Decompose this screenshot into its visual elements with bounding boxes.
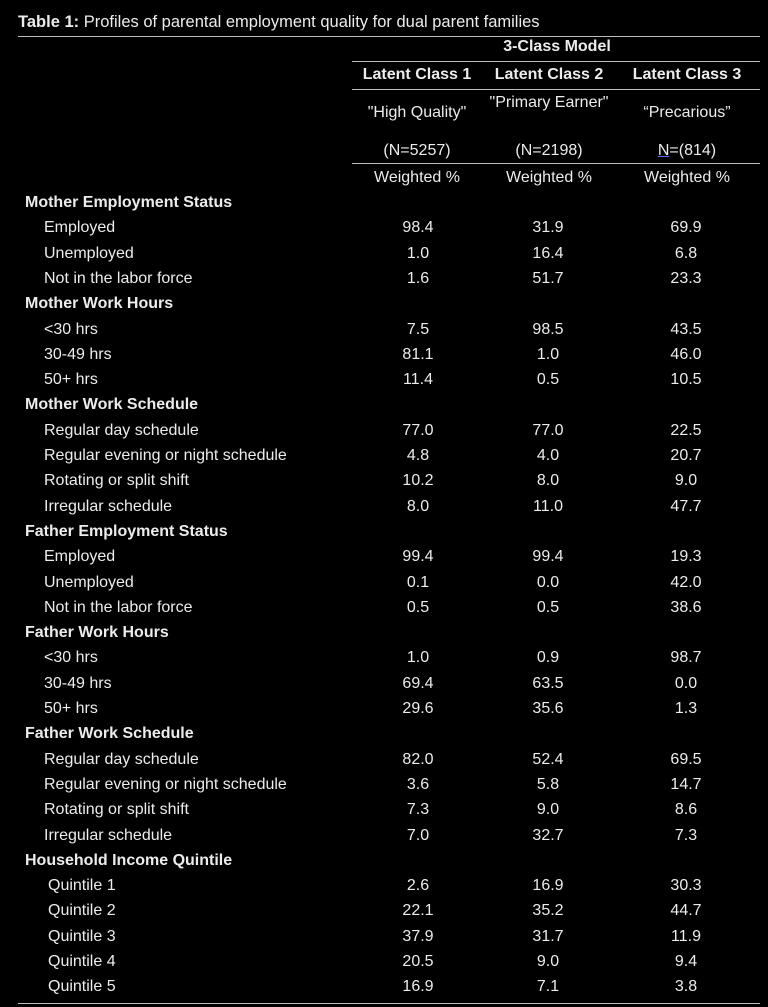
row-value-class-3: 14.7 xyxy=(670,775,702,793)
row-label: Quintile 1 xyxy=(48,877,116,895)
row-label: Not in the labor force xyxy=(44,269,193,287)
row-label: Quintile 3 xyxy=(48,927,116,945)
row-value-class-2: 16.9 xyxy=(532,877,564,895)
row-value-class-1: 11.4 xyxy=(403,371,433,389)
row-value-class-3: 69.9 xyxy=(670,219,702,237)
row-value-class-2: 5.8 xyxy=(536,775,560,793)
row-label: Employed xyxy=(44,219,116,237)
row-value-class-1: 29.6 xyxy=(402,700,434,717)
row-value-class-2: 8.0 xyxy=(536,472,560,490)
row-value-class-2: 0.5 xyxy=(536,598,560,616)
row-value-class-3: 10.5 xyxy=(670,371,702,389)
row-label: Rotating or split shift xyxy=(44,472,189,490)
row-value-class-1: 3.6 xyxy=(406,775,430,793)
row-value-class-2: 35.2 xyxy=(532,902,564,920)
row-value-class-3: 38.6 xyxy=(670,598,702,616)
row-value-class-2: 31.7 xyxy=(532,927,564,945)
class-1-weighted: Weighted % xyxy=(374,169,460,186)
row-value-class-3: 8.6 xyxy=(674,801,698,819)
row-value-class-3: 9.4 xyxy=(674,953,698,970)
row-value-class-2: 32.7 xyxy=(532,826,564,844)
row-value-class-2: 99.4 xyxy=(532,548,564,566)
row-value-class-3: 11.9 xyxy=(671,927,701,945)
row-value-class-3: 69.5 xyxy=(670,750,702,768)
row-value-class-1: 7.0 xyxy=(406,826,430,844)
row-label: <30 hrs xyxy=(44,649,98,667)
row-label: 50+ hrs xyxy=(44,700,98,717)
row-value-class-3: 30.3 xyxy=(670,877,702,895)
row-value-class-3: 23.3 xyxy=(670,269,702,287)
row-value-class-2: 0.9 xyxy=(536,649,560,667)
row-label: 50+ hrs xyxy=(44,371,98,389)
class-3-n xyxy=(622,142,752,160)
row-label: Regular evening or night schedule xyxy=(44,775,287,793)
row-value-class-2: 51.7 xyxy=(532,269,564,287)
row-value-class-3: 44.7 xyxy=(670,902,702,920)
row-value-class-3: 19.3 xyxy=(670,548,702,566)
class-2-name: "Primary Earner" xyxy=(489,94,609,111)
row-value-class-2: 0.5 xyxy=(536,371,560,389)
row-value-class-1: 98.4 xyxy=(402,219,434,237)
model-header: 3-Class Model xyxy=(503,38,611,55)
row-value-class-3: 20.7 xyxy=(670,447,702,464)
row-value-class-1: 7.5 xyxy=(406,320,430,338)
section-title: Father Employment Status xyxy=(25,522,228,540)
row-value-class-2: 0.0 xyxy=(536,573,560,591)
model-rule xyxy=(352,61,760,62)
row-value-class-2: 52.4 xyxy=(532,750,564,768)
section-title: Father Work Hours xyxy=(25,624,169,642)
row-value-class-1: 82.0 xyxy=(402,750,434,768)
row-value-class-2: 11.0 xyxy=(533,497,563,515)
class-3-n-value: =(814) xyxy=(669,142,717,159)
row-value-class-1: 16.9 xyxy=(402,978,434,996)
row-label: Regular evening or night schedule xyxy=(44,447,287,464)
row-value-class-3: 1.3 xyxy=(674,700,698,717)
row-value-class-1: 1.0 xyxy=(406,649,430,667)
row-label: Quintile 4 xyxy=(48,953,116,970)
row-label: Regular day schedule xyxy=(44,750,199,768)
row-label: 30-49 hrs xyxy=(44,674,112,692)
row-value-class-3: 43.5 xyxy=(670,320,702,338)
row-label: Quintile 2 xyxy=(48,902,116,920)
table-caption-label: Table 1: xyxy=(18,13,80,31)
row-value-class-2: 7.1 xyxy=(536,978,560,996)
row-label: <30 hrs xyxy=(44,320,98,338)
row-value-class-3: 98.7 xyxy=(670,649,702,667)
class-3-n-prefix: N xyxy=(657,142,670,159)
row-value-class-3: 42.0 xyxy=(670,573,702,591)
row-label: Irregular schedule xyxy=(44,826,173,844)
row-value-class-3: 0.0 xyxy=(674,674,698,692)
section-title: Mother Employment Status xyxy=(25,194,233,211)
row-label: Rotating or split shift xyxy=(44,801,189,819)
top-rule xyxy=(18,36,760,37)
row-value-class-2: 16.4 xyxy=(532,244,564,262)
row-value-class-1: 22.1 xyxy=(402,902,434,920)
class-1-header: Latent Class 1 xyxy=(362,66,472,83)
row-value-class-2: 35.6 xyxy=(532,700,564,717)
class-3-header: Latent Class 3 xyxy=(632,66,742,83)
row-value-class-1: 4.8 xyxy=(406,447,430,464)
row-value-class-3: 6.8 xyxy=(674,244,698,262)
row-value-class-1: 0.5 xyxy=(406,598,430,616)
row-value-class-3: 46.0 xyxy=(670,345,702,363)
bottom-rule xyxy=(18,1003,760,1004)
row-value-class-3: 47.7 xyxy=(670,497,702,515)
row-value-class-1: 1.6 xyxy=(406,269,430,287)
row-label: Regular day schedule xyxy=(44,421,199,439)
class-3-name: “Precarious” xyxy=(643,104,731,121)
row-value-class-2: 9.0 xyxy=(536,953,560,970)
row-value-class-1: 77.0 xyxy=(402,421,434,439)
class-2-weighted: Weighted % xyxy=(506,169,592,186)
row-value-class-3: 3.8 xyxy=(674,978,698,996)
section-title: Household Income Quintile xyxy=(25,851,233,869)
row-value-class-2: 98.5 xyxy=(532,320,564,338)
table-caption xyxy=(18,13,540,32)
row-label: Quintile 5 xyxy=(48,978,116,996)
row-value-class-3: 7.3 xyxy=(674,826,698,844)
class-2-n: (N=2198) xyxy=(515,142,583,159)
row-label: Unemployed xyxy=(44,244,134,262)
row-value-class-1: 37.9 xyxy=(402,927,434,945)
row-label: Not in the labor force xyxy=(44,598,193,616)
row-value-class-3: 22.5 xyxy=(670,421,702,439)
row-value-class-1: 20.5 xyxy=(402,953,434,970)
row-value-class-2: 4.0 xyxy=(536,447,560,464)
row-value-class-1: 7.3 xyxy=(406,801,430,819)
class-2-header: Latent Class 2 xyxy=(494,66,604,83)
section-title: Mother Work Schedule xyxy=(25,396,199,414)
row-label: 30-49 hrs xyxy=(44,345,112,363)
class-1-name: "High Quality" xyxy=(367,104,467,121)
row-value-class-1: 1.0 xyxy=(406,244,430,262)
class-1-n: (N=5257) xyxy=(383,142,451,159)
row-value-class-1: 10.2 xyxy=(402,472,434,490)
row-value-class-2: 77.0 xyxy=(532,421,564,439)
section-title: Mother Work Hours xyxy=(25,295,174,313)
row-value-class-2: 31.9 xyxy=(532,219,564,237)
row-value-class-2: 1.0 xyxy=(536,345,560,363)
n-rule xyxy=(352,163,760,164)
row-value-class-2: 9.0 xyxy=(536,801,560,819)
row-value-class-2: 63.5 xyxy=(532,674,564,692)
section-title: Father Work Schedule xyxy=(25,725,194,743)
row-value-class-1: 99.4 xyxy=(402,548,434,566)
row-value-class-1: 0.1 xyxy=(406,573,430,591)
row-label: Unemployed xyxy=(44,573,134,591)
row-value-class-3: 9.0 xyxy=(674,472,698,490)
table-caption-text: Profiles of parental employment quality for dual parent families xyxy=(79,13,540,31)
class-rule xyxy=(352,89,760,90)
class-3-weighted: Weighted % xyxy=(644,169,730,186)
row-value-class-1: 69.4 xyxy=(402,674,434,692)
row-label: Employed xyxy=(44,548,116,566)
row-value-class-1: 2.6 xyxy=(406,877,430,895)
row-label: Irregular schedule xyxy=(44,497,173,515)
row-value-class-1: 81.1 xyxy=(402,345,434,363)
row-value-class-1: 8.0 xyxy=(406,497,430,515)
